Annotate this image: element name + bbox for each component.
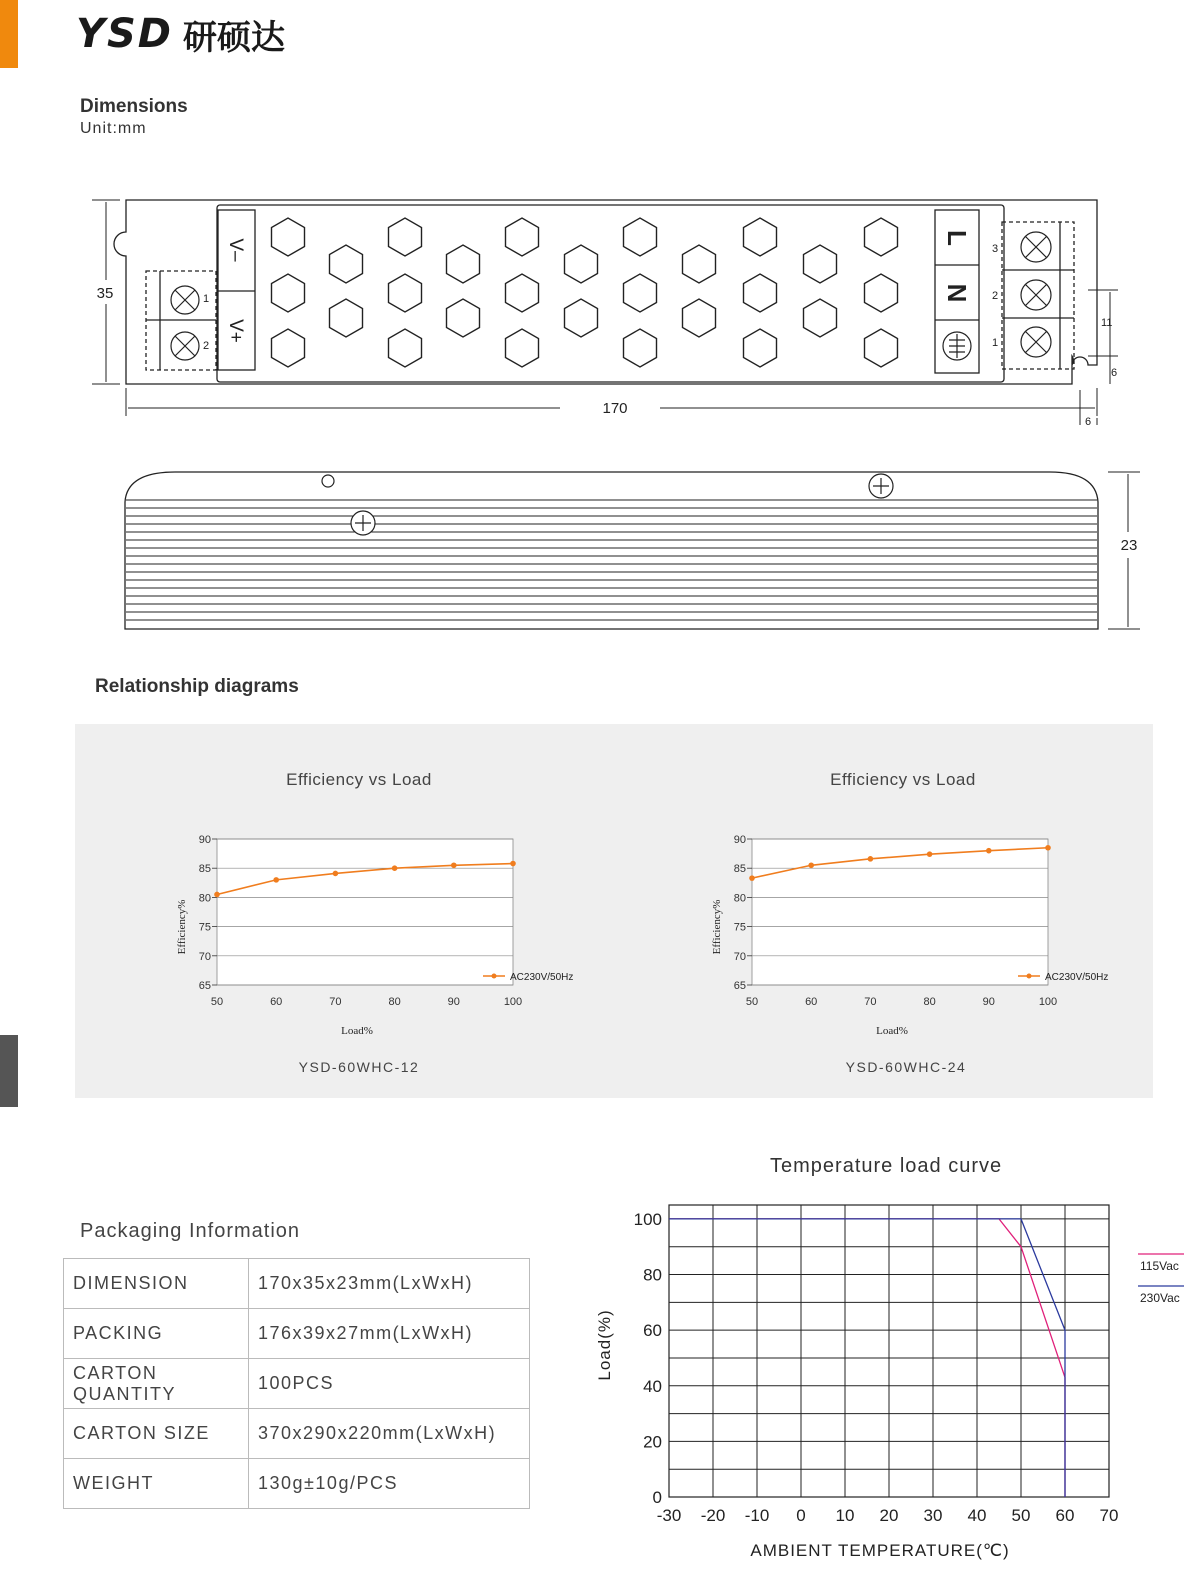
vent-hexagon [744, 274, 777, 312]
legend-label: 230Vac [1140, 1291, 1180, 1305]
y-tick-label: 75 [198, 921, 211, 934]
vent-hexagon [804, 299, 837, 337]
brand-logo [76, 12, 285, 56]
cover-plate [217, 205, 1004, 382]
x-tick-label: 60 [1055, 1506, 1075, 1525]
top-view-drawing [0, 180, 1200, 440]
y-tick-label: 90 [198, 834, 211, 846]
plot-area [217, 839, 513, 985]
y-tick-label: 85 [733, 863, 746, 876]
vent-hexagon [624, 274, 657, 312]
hole-height-dimension: 11 [1101, 317, 1113, 329]
relationship-panel [75, 724, 1153, 1098]
height-dimension: 35 [96, 285, 114, 302]
y-tick-label: 80 [198, 892, 211, 905]
x-tick-label: 50 [745, 996, 759, 1008]
x-tick-label: 70 [864, 996, 877, 1008]
x-tick-label: 90 [982, 996, 995, 1008]
x-tick-label: 30 [923, 1506, 943, 1525]
terminal-number: 2 [203, 340, 210, 352]
table-row [64, 1409, 530, 1459]
vent-hexagon [330, 245, 363, 283]
chart-title: Efficiency vs Load [830, 770, 976, 789]
v-minus-label: V– [225, 238, 246, 262]
y-tick-label: 20 [643, 1432, 662, 1452]
x-tick-label: 10 [835, 1506, 855, 1525]
x-tick-label: 80 [388, 996, 401, 1008]
dimensions-unit: Unit:mm [80, 120, 147, 137]
row-value: 370x290x220mm(LxWxH) [249, 1409, 530, 1459]
vent-hexagon-pattern [272, 218, 898, 367]
x-tick-label: 90 [447, 996, 460, 1008]
vent-hexagon [389, 274, 422, 312]
y-tick-label: 75 [733, 921, 746, 934]
row-key: PACKING [64, 1309, 249, 1359]
y-tick-label: 60 [643, 1321, 662, 1341]
efficiency-chart-24v [700, 834, 1170, 1049]
terminal-number: 2 [992, 290, 999, 302]
vent-hexagon [744, 218, 777, 256]
vent-hexagon [506, 218, 539, 256]
table-row [64, 1459, 530, 1509]
data-point [214, 892, 220, 898]
output-terminal-label-block [218, 210, 255, 370]
chart-title: Efficiency vs Load [286, 770, 432, 789]
y-tick-label: 65 [198, 980, 211, 992]
y-tick-label: 65 [733, 980, 746, 992]
vent-hexagon [804, 245, 837, 283]
logo-chinese-name: 研硕达 [182, 17, 285, 58]
data-point [510, 861, 516, 867]
x-tick-label: 50 [1011, 1506, 1031, 1525]
packaging-title: Packaging Information [80, 1220, 301, 1242]
data-point [1045, 845, 1051, 851]
right-terminal-block [1002, 222, 1074, 369]
row-value: 170x35x23mm(LxWxH) [249, 1259, 530, 1309]
row-key: WEIGHT [64, 1459, 249, 1509]
v-plus-label: V+ [225, 319, 246, 343]
row-value: 130g±10g/PCS [249, 1459, 530, 1509]
mount-hole-icon [322, 475, 334, 487]
efficiency-chart-12v [165, 834, 635, 1049]
accent-bar [0, 0, 18, 68]
row-key: CARTON SIZE [64, 1409, 249, 1459]
terminal-l-label: L [942, 230, 972, 246]
relationship-title: Relationship diagrams [95, 676, 299, 697]
vent-hexagon [389, 329, 422, 367]
dimensions-title: Dimensions [80, 96, 188, 117]
legend-label: AC230V/50Hz [510, 972, 574, 983]
row-value: 100PCS [249, 1359, 530, 1409]
vent-hexagon [272, 274, 305, 312]
x-axis-label: Load% [341, 1025, 373, 1037]
y-tick-label: 80 [643, 1265, 662, 1285]
terminal-number: 1 [203, 293, 210, 305]
packaging-table [63, 1258, 530, 1509]
hole-depth-dimension: 6 [1111, 367, 1118, 379]
plot-area [752, 839, 1048, 985]
logo-mark: YSD [76, 11, 173, 57]
x-tick-label: -20 [700, 1506, 726, 1525]
vent-hexagon [565, 299, 598, 337]
vent-hexagon [865, 218, 898, 256]
vent-hexagon [272, 218, 305, 256]
vent-hexagon [624, 218, 657, 256]
data-point [451, 862, 457, 868]
x-tick-label: 70 [1099, 1506, 1119, 1525]
data-point [927, 851, 933, 857]
data-point [986, 848, 992, 854]
vent-hexagon [272, 329, 305, 367]
vent-hexagon [865, 274, 898, 312]
x-tick-label: 60 [270, 996, 283, 1008]
vent-hexagon [506, 274, 539, 312]
x-tick-label: -30 [656, 1506, 682, 1525]
data-point [749, 875, 755, 881]
x-tick-label: 70 [329, 996, 342, 1008]
y-tick-label: 85 [198, 863, 211, 876]
x-tick-label: 100 [503, 996, 523, 1008]
data-point [808, 862, 814, 868]
hole-width-dimension: 6 [1085, 416, 1092, 428]
side-marker [0, 1035, 18, 1107]
vent-hexagon [565, 245, 598, 283]
y-tick-label: 40 [643, 1376, 662, 1396]
y-tick-label: 70 [198, 950, 211, 963]
legend-label: AC230V/50Hz [1045, 972, 1109, 983]
vent-hexagon [447, 245, 480, 283]
x-tick-label: 0 [796, 1506, 806, 1525]
y-tick-label: 70 [733, 950, 746, 963]
depth-dimension: 23 [1120, 537, 1138, 554]
x-axis-label: Load% [876, 1025, 908, 1037]
legend-label: 115Vac [1140, 1259, 1179, 1273]
vent-hexagon [624, 329, 657, 367]
terminal-n-label: N [942, 283, 972, 303]
row-key: CARTON QUANTITY [64, 1359, 249, 1409]
data-point [868, 856, 874, 862]
data-point [333, 871, 339, 877]
vent-hexagon [683, 245, 716, 283]
vent-hexagon [506, 329, 539, 367]
x-tick-label: 20 [879, 1506, 899, 1525]
chart-model: YSD-60WHC-12 [298, 1059, 420, 1075]
table-row [64, 1309, 530, 1359]
y-tick-label: 80 [733, 892, 746, 905]
x-axis-label: AMBIENT TEMPERATURE(℃) [750, 1541, 1010, 1560]
x-tick-label: 80 [923, 996, 936, 1008]
vent-hexagon [683, 299, 716, 337]
length-dimension: 170 [602, 400, 628, 417]
heatsink-fins [126, 500, 1097, 620]
row-value: 176x39x27mm(LxWxH) [249, 1309, 530, 1359]
vent-hexagon [330, 299, 363, 337]
y-tick-label: 0 [652, 1488, 662, 1507]
data-point [392, 865, 398, 871]
chart-model: YSD-60WHC-24 [845, 1059, 967, 1075]
vent-hexagon [744, 329, 777, 367]
y-axis-label: Load(%) [595, 1309, 614, 1381]
x-tick-label: 40 [967, 1506, 987, 1525]
y-tick-label: 90 [733, 834, 746, 846]
x-tick-label: 100 [1038, 996, 1058, 1008]
x-tick-label: 50 [210, 996, 224, 1008]
table-row [64, 1259, 530, 1309]
vent-hexagon [865, 329, 898, 367]
x-tick-label: 60 [805, 996, 818, 1008]
row-key: DIMENSION [64, 1259, 249, 1309]
data-point [273, 877, 279, 883]
temperature-title: Temperature load curve [770, 1155, 1003, 1177]
vent-hexagon [389, 218, 422, 256]
terminal-number: 3 [992, 243, 999, 255]
y-axis-label: Efficiency% [711, 899, 723, 955]
table-row [64, 1359, 530, 1409]
y-tick-label: 100 [633, 1209, 662, 1229]
terminal-number: 1 [992, 337, 999, 349]
x-tick-label: -10 [744, 1506, 770, 1525]
y-axis-label: Efficiency% [176, 899, 188, 955]
side-view-drawing [0, 460, 1200, 640]
vent-hexagon [447, 299, 480, 337]
temperature-load-chart [580, 1190, 1200, 1570]
